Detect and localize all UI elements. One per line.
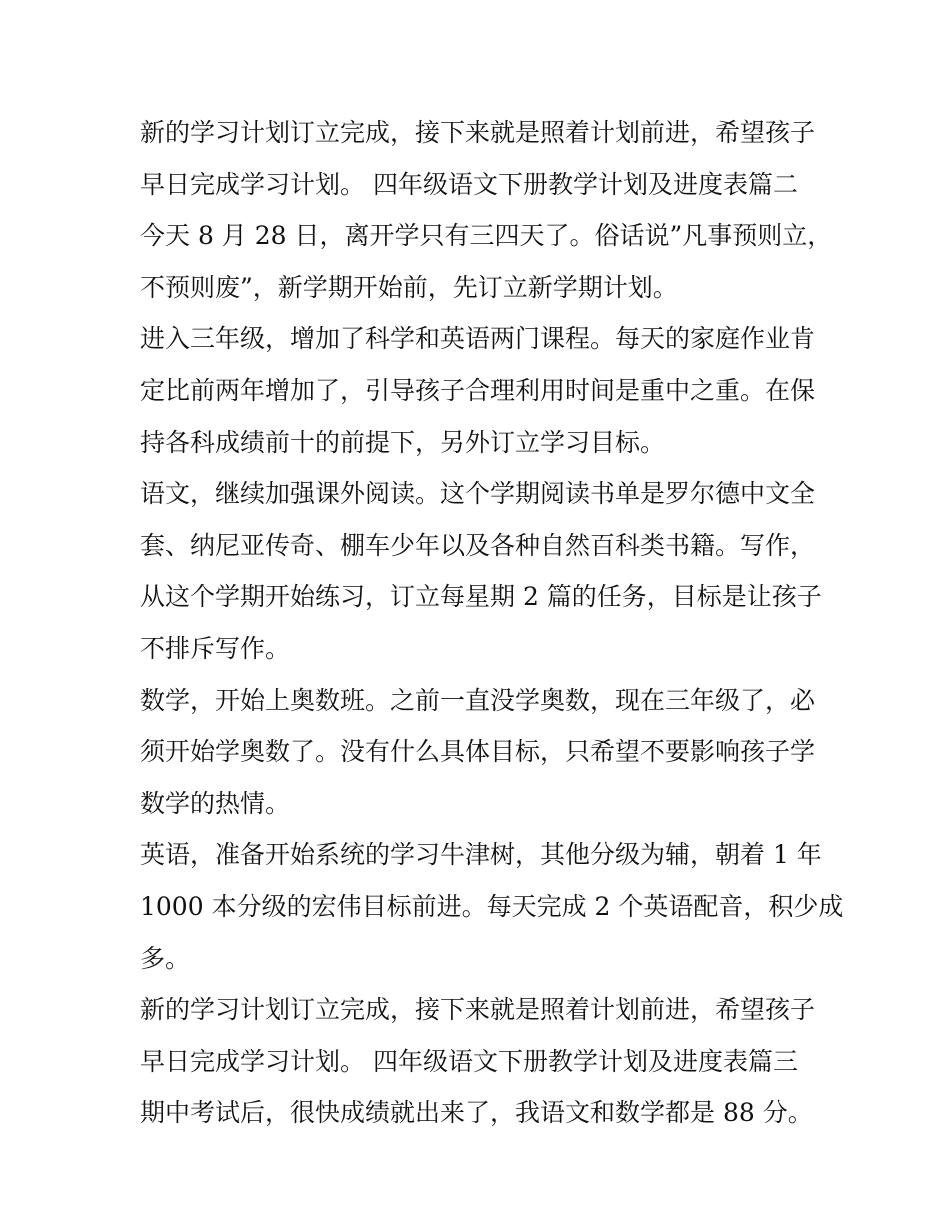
document-body [140, 107, 844, 1139]
text-line: 进入三年级，增加了科学和英语两门课程。每天的家庭作业肯 [140, 324, 816, 354]
text-line: 早日完成学习计划。 四年级语文下册教学计划及进度表篇三 [140, 1046, 798, 1076]
text-line: 须开始学奥数了。没有什么具体目标，只希望不要影响孩子学 [140, 737, 816, 767]
text-line: 数学，开始上奥数班。之前一直没学奥数，现在三年级了，必 [140, 685, 816, 715]
text-line: 期中考试后，很快成绩就出来了，我语文和数学都是 88 分。 [140, 1098, 813, 1128]
text-line: 持各科成绩前十的前提下，另外订立学习目标。 [140, 427, 666, 457]
text-line: 定比前两年增加了，引导孩子合理利用时间是重中之重。在保 [140, 375, 816, 405]
text-line: 新的学习计划订立完成，接下来就是照着计划前进，希望孩子 [140, 995, 816, 1025]
text-line: 英语，准备开始系统的学习牛津树，其他分级为辅，朝着 1 年 [140, 840, 822, 870]
text-line: 不预则废”，新学期开始前，先订立新学期计划。 [140, 272, 678, 302]
text-line: 数学的热情。 [140, 788, 291, 818]
text-line: 今天 8 月 28 日，离开学只有三四天了。俗话说”凡事预则立， [140, 221, 833, 251]
text-line: 语文，继续加强课外阅读。这个学期阅读书单是罗尔德中文全 [140, 479, 816, 509]
text-line: 1000 本分级的宏伟目标前进。每天完成 2 个英语配音，积少成 [140, 891, 844, 921]
text-line: 新的学习计划订立完成，接下来就是照着计划前进，希望孩子 [140, 118, 816, 147]
text-line: 不排斥写作。 [140, 633, 291, 663]
text-line: 从这个学期开始练习，订立每星期 2 篇的任务，目标是让孩子 [140, 582, 822, 612]
text-line: 套、纳尼亚传奇、棚车少年以及各种自然百科类书籍。写作， [140, 530, 816, 560]
text-line: 多。 [140, 943, 191, 973]
text-line: 早日完成学习计划。 四年级语文下册教学计划及进度表篇二 [140, 169, 798, 199]
